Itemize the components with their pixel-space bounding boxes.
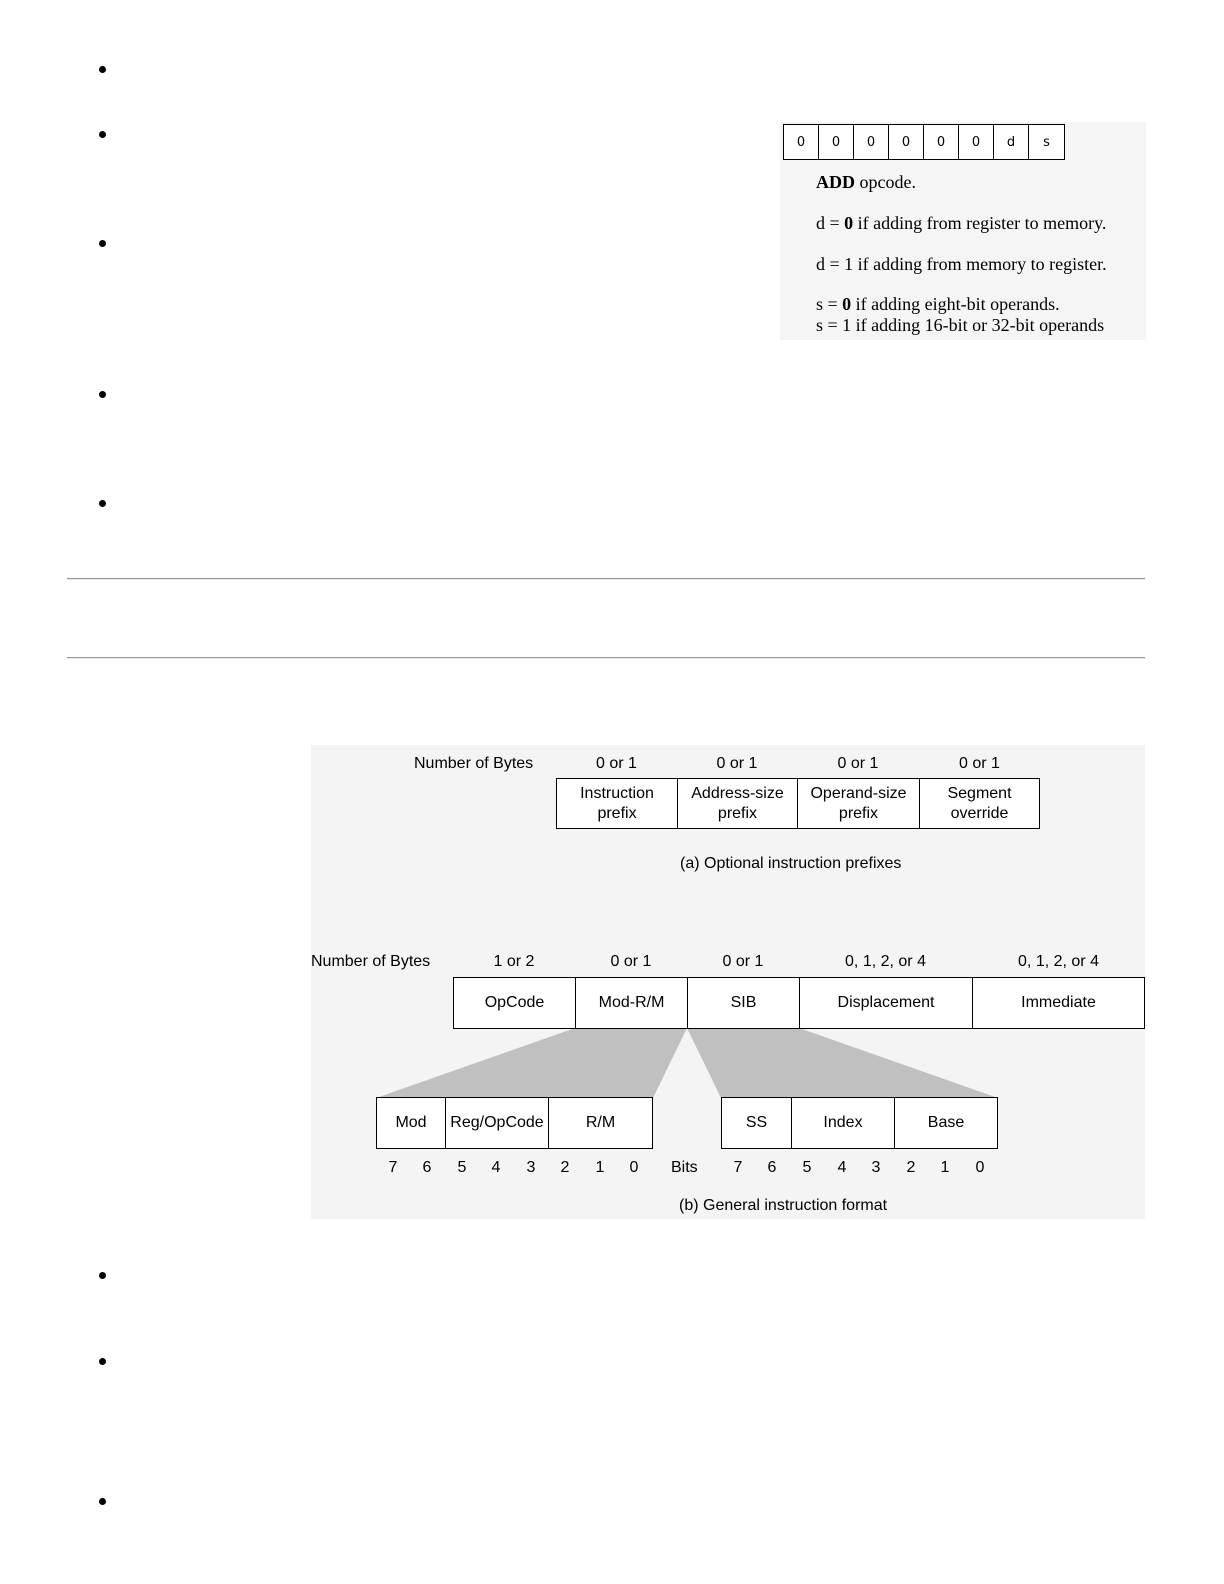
bit-number: 2 xyxy=(906,1159,916,1176)
reg-opcode-subfield: Reg/OpCode xyxy=(445,1097,549,1149)
bit-number: 7 xyxy=(388,1159,398,1176)
operand-size-prefix-field: Operand-size prefix xyxy=(797,778,920,829)
prefix-count: 0 or 1 xyxy=(959,755,1000,772)
bit-number: 2 xyxy=(560,1159,570,1176)
bit-cell: 0 xyxy=(854,125,889,159)
s-one-note: s = 1 if adding 16-bit or 32-bit operands xyxy=(816,315,1105,335)
add-opcode-figure xyxy=(780,122,1146,340)
ss-subfield: SS xyxy=(721,1097,792,1149)
prefixes-caption: (a) Optional instruction prefixes xyxy=(680,855,902,872)
general-count: 0, 1, 2, or 4 xyxy=(1018,953,1099,970)
general-bytes-label: Number of Bytes xyxy=(311,953,431,970)
bit-cell: 0 xyxy=(924,125,959,159)
general-count: 0 or 1 xyxy=(722,953,764,970)
bit-number: 4 xyxy=(491,1159,501,1176)
s-zero-note: s = 0 if adding eight-bit operands. xyxy=(816,294,1060,314)
sib-expansion-fan xyxy=(687,1028,998,1098)
base-subfield: Base xyxy=(894,1097,998,1149)
bit-number: 0 xyxy=(629,1159,639,1176)
rm-subfield: R/M xyxy=(548,1097,653,1149)
bit-number: 5 xyxy=(457,1159,467,1176)
divider-bottom xyxy=(67,657,1145,659)
bit-number: 7 xyxy=(733,1159,743,1176)
segment-override-field: Segment override xyxy=(919,778,1040,829)
bullet-4 xyxy=(99,391,106,398)
bit-cell-d: d xyxy=(994,125,1029,159)
mod-rm-field: Mod-R/M xyxy=(575,977,688,1029)
d-one-note: d = 1 if adding from memory to register. xyxy=(816,254,1107,274)
divider-top xyxy=(67,578,1145,580)
bit-number: 5 xyxy=(802,1159,812,1176)
bits-label: Bits xyxy=(671,1159,698,1176)
instruction-format-figure xyxy=(311,745,1145,1219)
prefix-count: 0 or 1 xyxy=(837,755,879,772)
bit-number: 6 xyxy=(767,1159,777,1176)
address-size-prefix-field: Address-size prefix xyxy=(677,778,798,829)
displacement-field: Displacement xyxy=(799,977,973,1029)
general-count: 1 or 2 xyxy=(493,953,535,970)
bit-cell: 0 xyxy=(819,125,854,159)
bit-cell-s: s xyxy=(1043,134,1050,150)
general-format-caption: (b) General instruction format xyxy=(679,1197,888,1214)
bullet-8 xyxy=(99,1498,106,1505)
bullet-2 xyxy=(99,131,106,138)
bit-number: 3 xyxy=(871,1159,881,1176)
bit-number: 1 xyxy=(940,1159,950,1176)
opcode-bit-field xyxy=(783,124,1065,160)
prefix-count: 0 or 1 xyxy=(596,755,637,772)
d-zero-note: d = 0 if adding from register to memory. xyxy=(816,213,1107,233)
bullet-1 xyxy=(99,66,106,73)
bit-number: 6 xyxy=(422,1159,432,1176)
bit-number: 1 xyxy=(595,1159,605,1176)
index-subfield: Index xyxy=(791,1097,895,1149)
bit-cell: 0 xyxy=(784,125,819,159)
bullet-5 xyxy=(99,500,106,507)
bullet-7 xyxy=(99,1358,106,1365)
bit-number: 4 xyxy=(837,1159,847,1176)
bit-cell: 0 xyxy=(889,125,924,159)
bit-cell: 0 xyxy=(959,125,994,159)
prefix-count: 0 or 1 xyxy=(716,755,758,772)
mod-subfield: Mod xyxy=(376,1097,446,1149)
general-count: 0 or 1 xyxy=(610,953,652,970)
bullet-6 xyxy=(99,1272,106,1279)
immediate-field: Immediate xyxy=(972,977,1145,1029)
opcode-caption: ADD opcode. xyxy=(816,172,916,192)
bullet-3 xyxy=(99,240,106,247)
modrm-expansion-fan xyxy=(376,1028,687,1098)
prefix-bytes-label: Number of Bytes xyxy=(414,755,534,772)
general-count: 0, 1, 2, or 4 xyxy=(845,953,926,970)
bit-number: 3 xyxy=(526,1159,536,1176)
bit-number: 0 xyxy=(975,1159,985,1176)
sib-field: SIB xyxy=(687,977,800,1029)
instruction-prefix-field: Instruction prefix xyxy=(556,778,678,829)
opcode-field: OpCode xyxy=(453,977,576,1029)
